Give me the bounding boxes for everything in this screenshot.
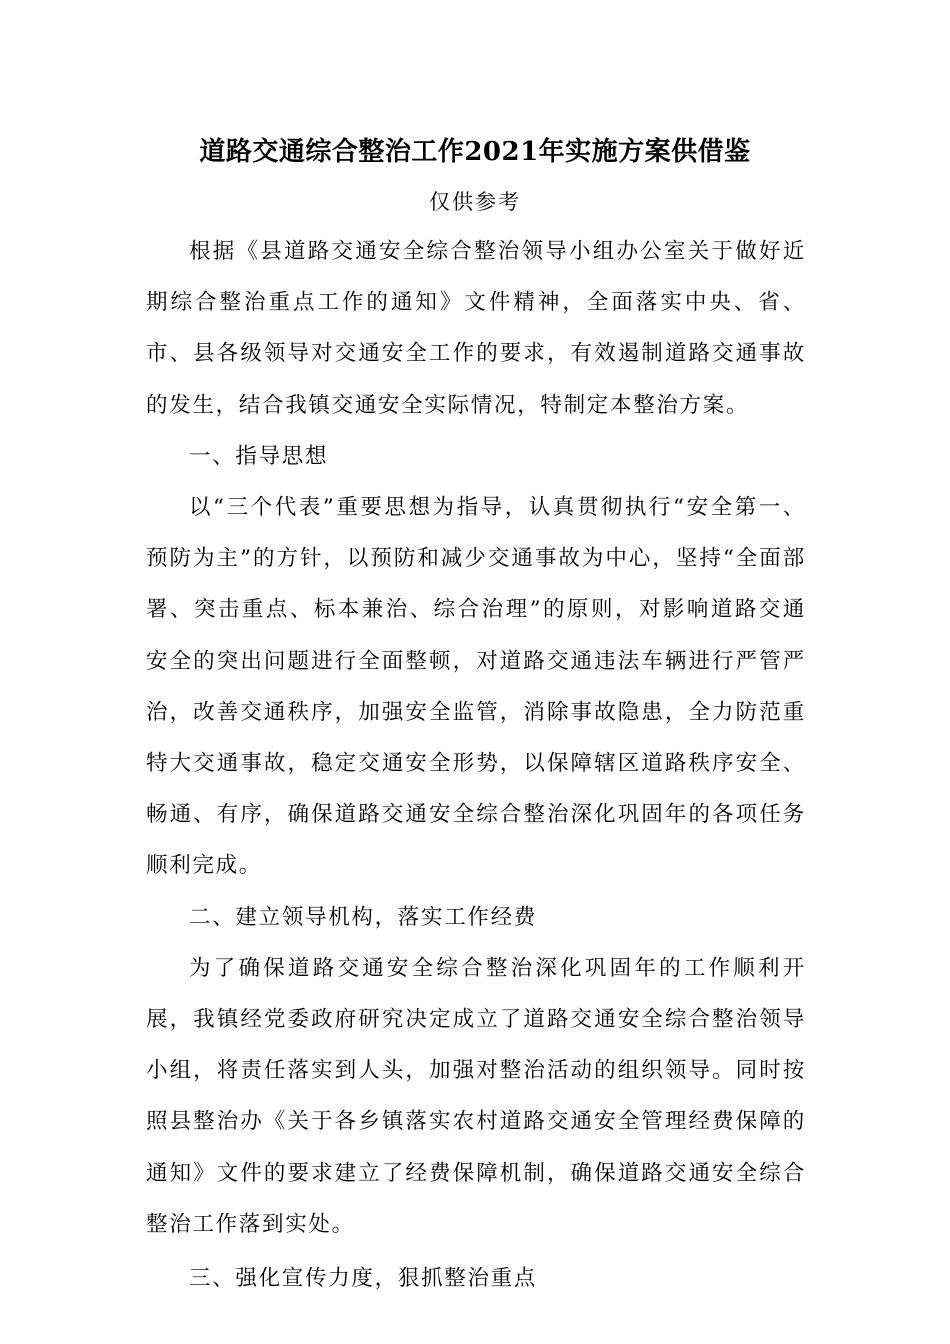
document-title: 道路交通综合整治工作2021年实施方案供借鉴 xyxy=(199,137,751,167)
paragraph-intro: 根据《县道路交通安全综合整治领导小组办公室关于做好近期综合整治重点工作的通知》文件精神，全面落实中央、省、市、县各级领导对交通安全工作的要求，有效遏制道路交通事故的发生，结合我镇交通安全实际情况，特制定本整治方案。 xyxy=(146,239,806,418)
section-heading-publicity: 三、强化宣传力度，狠抓整治重点 xyxy=(189,1266,538,1292)
section-heading-guiding-ideology: 一、指导思想 xyxy=(189,443,329,469)
document-subtitle: 仅供参考 xyxy=(429,190,521,214)
paragraph-guiding-ideology: 以“三个代表”重要思想为指导，认真贯彻执行“安全第一、预防为主”的方针，以预防和减少交通事故为中心，坚持“全面部署、突击重点、标本兼治、综合治理”的原则，对影响道路交通安全的突出问题进行全面整顿，对道路交通违法车辆进行严管严治，改善交通秩序，加强安全监管，消除事故隐患，全力防范重特大交通事故，稳定交通安全形势，以保障辖区道路秩序安全、畅通、有序，确保道路交通安全综合整治深化巩固年的各项任务顺利完成。 xyxy=(146,495,806,879)
section-heading-leadership: 二、建立领导机构，落实工作经费 xyxy=(189,904,538,930)
paragraph-leadership: 为了确保道路交通安全综合整治深化巩固年的工作顺利开展，我镇经党委政府研究决定成立了道路交通安全综合整治领导小组，将责任落实到人头，加强对整治活动的组织领导。同时按照县整治办《关于各乡镇落实农村道路交通安全管理经费保障的通知》文件的要求建立了经费保障机制，确保道路交通安全综合整治工作落到实处。 xyxy=(146,955,806,1237)
document-body xyxy=(146,226,806,1304)
